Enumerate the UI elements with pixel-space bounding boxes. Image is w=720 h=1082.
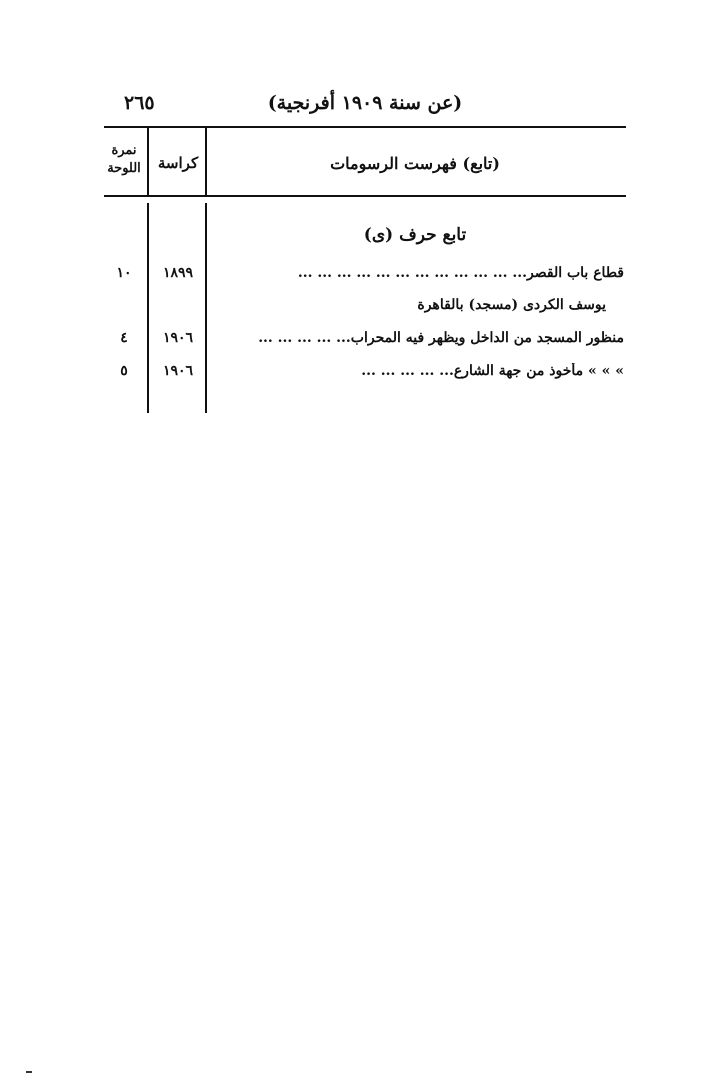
column-divider-header-2	[205, 128, 207, 195]
scan-mark	[26, 1071, 32, 1073]
running-title: (عن سنة ١٩٠٩ أفرنجية)	[267, 92, 463, 114]
header-rule	[104, 126, 626, 128]
column-header-rule	[104, 195, 626, 197]
plate-header-line2: اللوحة	[107, 161, 141, 176]
plate-header-line1: نمرة	[111, 143, 137, 158]
entry-title: قطاع باب القصر... ... ... ... ... ... ... ... ... ... ... ...	[297, 265, 624, 281]
entry-year: ١٩٠٦	[162, 363, 194, 379]
entry-plate-number: ١٠	[116, 265, 132, 281]
title-column-header: (تابع) فهرست الرسومات	[330, 154, 500, 173]
column-divider-header-1	[147, 128, 149, 195]
column-divider-body-1	[147, 203, 149, 413]
entry-year: ١٩٠٦	[162, 330, 194, 346]
entry-title: منظور المسجد من الداخل ويظهر فيه المحراب... ... ... ... ...	[258, 330, 624, 346]
page-number: ٢٦٥	[124, 92, 155, 114]
entry-plate-number: ٥	[120, 363, 128, 379]
entry-year: ١٨٩٩	[162, 265, 194, 281]
entry-title: » » » مأخوذ من جهة الشارع... ... ... ... ...	[361, 363, 624, 379]
entry-subheading: يوسف الكردى (مسجد) بالقاهرة	[417, 297, 606, 313]
section-heading: تابع حرف (ى)	[363, 225, 467, 245]
notebook-column-header: كراسة	[157, 154, 199, 172]
entry-plate-number: ٤	[120, 330, 128, 346]
plate-number-column-header	[100, 142, 148, 178]
